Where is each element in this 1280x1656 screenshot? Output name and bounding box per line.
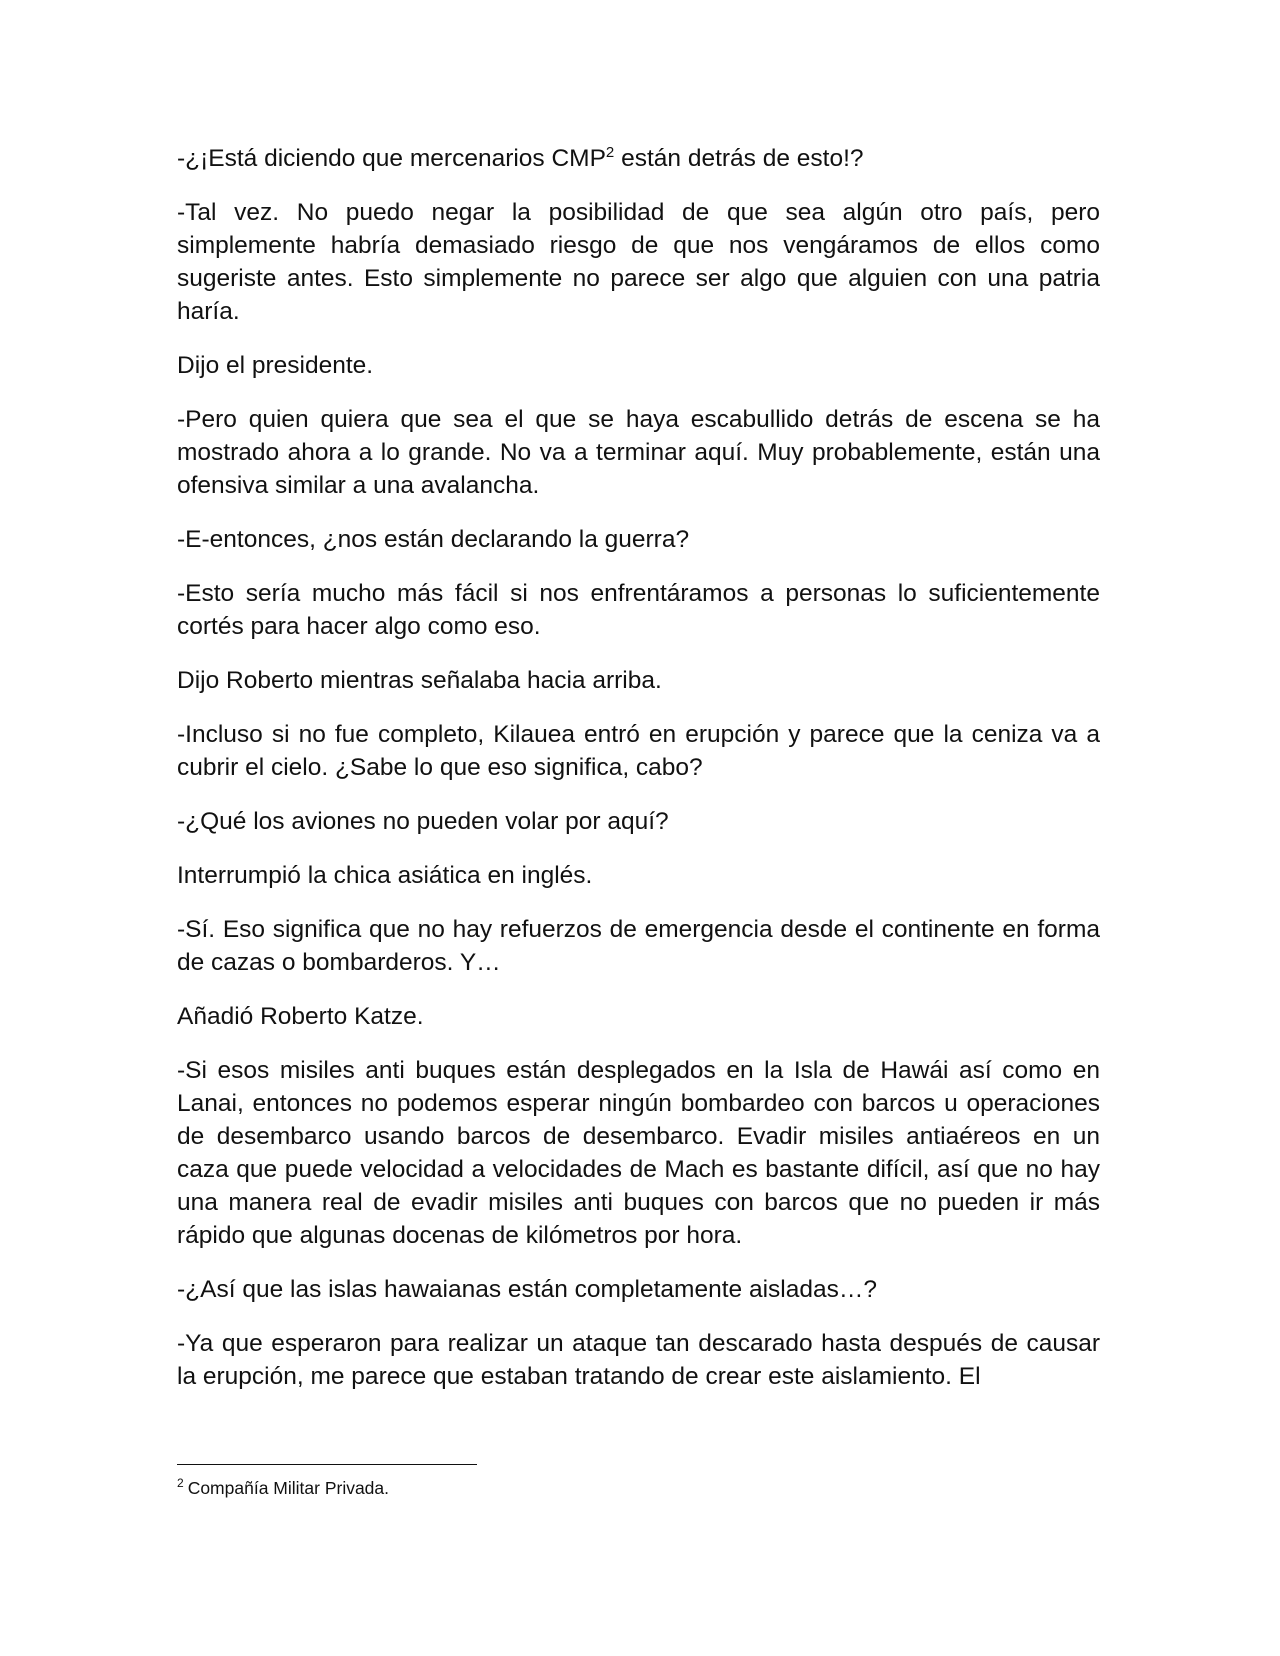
paragraph-9: -¿Qué los aviones no pueden volar por aquí? [177,808,669,835]
paragraph-1 [177,142,1100,175]
paragraph-3: Dijo el presidente. [177,352,374,379]
footnote-number: 2 [177,1476,184,1491]
paragraph-4: -Pero quien quiera que sea el que se haya escabullido detrás de escena se ha mostrado ahora a lo grande. No va a terminar aquí. Muy probablemente, están una ofensiva similar a una avalancha. [177,406,1100,499]
paragraph-15: -Ya que esperaron para realizar un ataque tan descarado hasta después de causar la erupción, me parece que estaban tratando de crear este aislamiento. El [177,1330,1100,1390]
paragraph-10: Interrumpió la chica asiática en inglés. [177,862,593,889]
paragraph-5: -E-entonces, ¿nos están declarando la guerra? [177,526,690,553]
paragraph-12: Añadió Roberto Katze. [177,1003,424,1030]
main-text [177,142,1100,1414]
paragraph-1-text-end: están detrás de esto!? [614,145,864,172]
paragraph-13: -Si esos misiles anti buques están desplegados en la Isla de Hawái así como en Lanai, entonces no podemos esperar ningún bombardeo con barcos u operaciones de desembarco usando barcos de desembarco. Evadir misiles antiaéreos en un caza que puede velocidad a velocidades de Mach es bastante difícil, así que no hay una manera real de evadir misiles anti buques con barcos que no pueden ir más rápido que algunas docenas de kilómetros por hora. [177,1057,1100,1249]
paragraph-14: -¿Así que las islas hawaianas están completamente aisladas…? [177,1276,877,1303]
paragraph-6: -Esto sería mucho más fácil si nos enfrentáramos a personas lo suficientemente cortés para hacer algo como eso. [177,580,1100,640]
paragraph-1-text: -¿¡Está diciendo que mercenarios CMP [177,145,606,172]
footnote [177,1476,389,1500]
paragraph-7: Dijo Roberto mientras señalaba hacia arriba. [177,667,662,694]
paragraph-11: -Sí. Eso significa que no hay refuerzos de emergencia desde el continente en forma de cazas o bombarderos. Y… [177,916,1100,976]
footnote-reference[interactable]: 2 [605,143,615,161]
footnote-separator [177,1464,477,1465]
paragraph-8: -Incluso si no fue completo, Kilauea entró en erupción y parece que la ceniza va a cubrir el cielo. ¿Sabe lo que eso significa, cabo? [177,721,1100,781]
paragraph-2: -Tal vez. No puedo negar la posibilidad de que sea algún otro país, pero simplemente habría demasiado riesgo de que nos vengáramos de ellos como sugeriste antes. Esto simplemente no parece ser algo que alguien con una patria haría. [177,199,1100,325]
footnote-text: Compañía Militar Privada. [187,1478,390,1498]
